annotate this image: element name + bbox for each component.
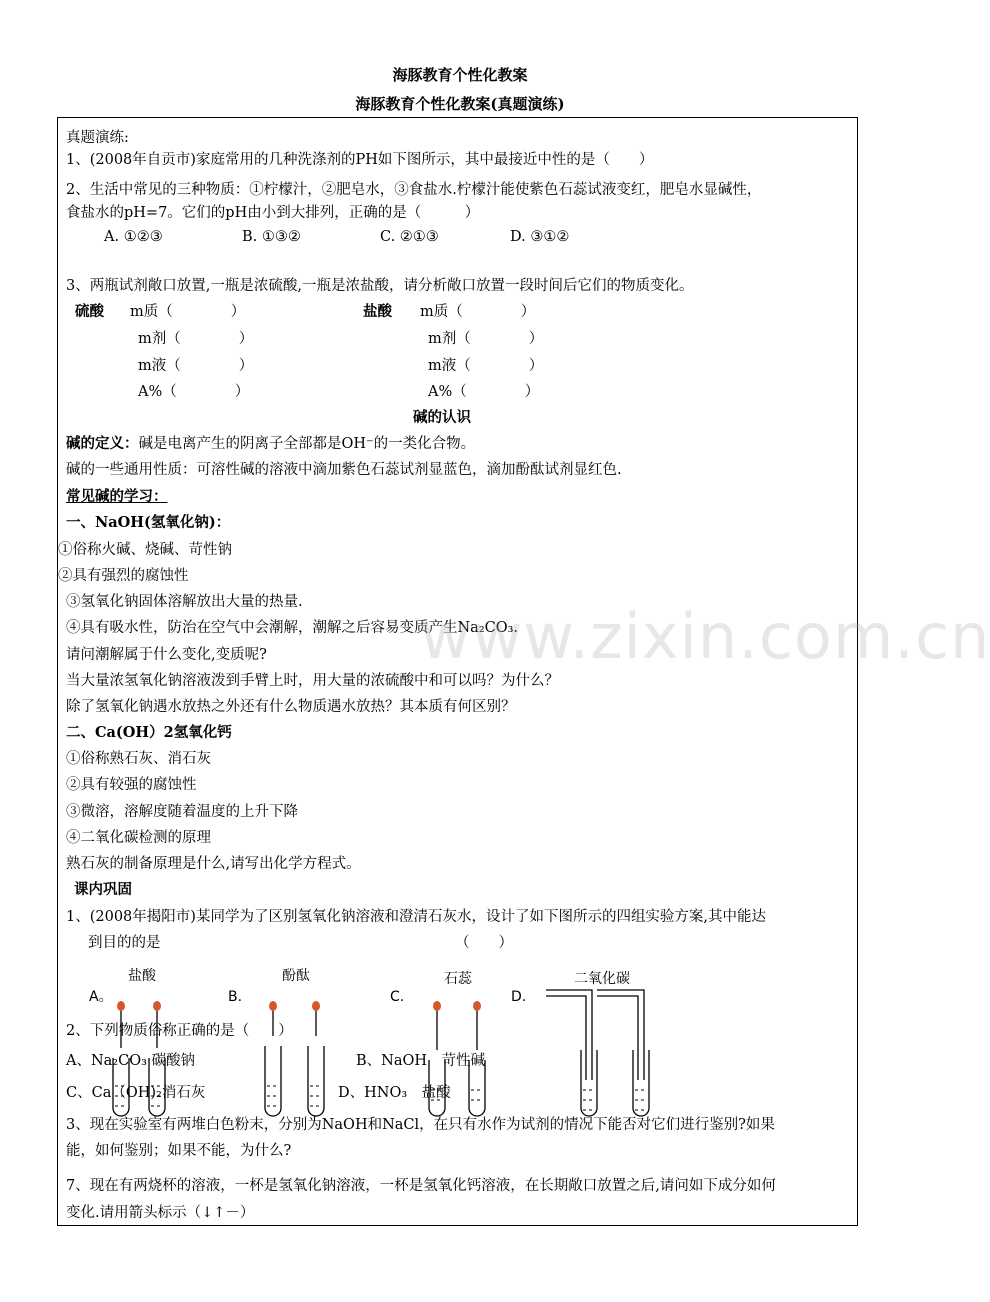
hydrochloric-prop-solute: m质（ ） bbox=[420, 304, 536, 320]
practice-q3-line-2: 能，如何鉴别；如果不能，为什么? bbox=[66, 1143, 292, 1159]
naoh-question-2: 当大量浓氢氧化钠溶液泼到手臂上时，用大量的浓硫酸中和可以吗？为什么？ bbox=[66, 673, 559, 689]
practice-q2-option-b: B、NaOH 苛性碱 bbox=[356, 1053, 486, 1069]
practice-q2-option-c: C、Ca（OH)₂消石灰 bbox=[66, 1085, 206, 1101]
watermark: www.zixin.com.cn bbox=[420, 600, 990, 673]
page-title: 海豚教育个性化教案 bbox=[392, 66, 528, 84]
section-heading-bases: 碱的认识 bbox=[413, 409, 471, 426]
option-letter-c: C. bbox=[390, 989, 405, 1005]
acid-label-hydrochloric: 盐酸 bbox=[363, 303, 392, 320]
definition-text: 碱是电离产生的阴离子全部都是OH⁻的一类化合物。 bbox=[138, 436, 476, 452]
reagent-label-b: 酚酞 bbox=[282, 968, 310, 984]
practice-q7-line-1: 7、现在有两烧杯的溶液，一杯是氢氧化钠溶液，一杯是氢氧化钙溶液，在长期敞口放置之后,请问如下成分如何 bbox=[66, 1178, 776, 1194]
naoh-item-1: ①俗称火碱、烧碱、苛性钠 bbox=[58, 542, 232, 558]
practice-q1-answer-paren: （ ） bbox=[455, 935, 513, 951]
general-properties: 碱的一些通用性质：可溶性碱的溶液中滴加紫色石蕊试剂显蓝色，滴加酚酞试剂显红色. bbox=[66, 462, 622, 478]
practice-q3-line-1: 3、现在实验室有两堆白色粉末，分别为NaOH和NaCl，在只有水作为试剂的情况下能否对它们进行鉴别?如果 bbox=[66, 1117, 775, 1133]
practice-q7-line-2: 变化.请用箭头标示（↓↑－） bbox=[66, 1205, 255, 1221]
q2-option-d: D. ③①② bbox=[510, 229, 570, 245]
option-letter-b: B. bbox=[228, 989, 243, 1005]
caoh-item-2: ②具有较强的腐蚀性 bbox=[66, 777, 197, 793]
practice-q1-line-1: 1、(2008年揭阳市)某同学为了区别氢氧化钠溶液和澄清石灰水，设计了如下图所示的四组实验方案,其中能达 bbox=[66, 909, 767, 925]
question-3: 3、两瓶试剂敞口放置,一瓶是浓硫酸,一瓶是浓盐酸，请分析敞口放置一段时间后它们的物质变化。 bbox=[66, 278, 694, 294]
page-subtitle: 海豚教育个性化教案(真题演练) bbox=[355, 95, 565, 113]
definition-label: 碱的定义： bbox=[66, 435, 139, 452]
naoh-title: 一、NaOH(氢氧化钠)： bbox=[66, 514, 231, 531]
practice-q2-option-d: D、HNO₃ 盐酸 bbox=[338, 1085, 451, 1101]
naoh-item-3: ③氢氧化钠固体溶解放出大量的热量. bbox=[66, 594, 303, 610]
caoh-question: 熟石灰的制备原理是什么,请写出化学方程式。 bbox=[66, 856, 361, 872]
caoh-item-3: ③微溶，溶解度随着温度的上升下降 bbox=[66, 804, 298, 820]
naoh-question-3: 除了氢氧化钠遇水放热之外还有什么物质遇水放热？其本质有何区别？ bbox=[66, 699, 516, 715]
naoh-item-4: ④具有吸水性，防治在空气中会潮解，潮解之后容易变质产生Na₂CO₃. bbox=[66, 620, 519, 636]
sulfuric-prop-solution: m液（ ） bbox=[138, 358, 254, 374]
q2-option-c: C. ②①③ bbox=[380, 229, 439, 245]
hydrochloric-prop-percent: A%（ ） bbox=[428, 384, 540, 400]
section-heading-real-exam: 真题演练: bbox=[66, 130, 129, 146]
sulfuric-prop-solvent: m剂（ ） bbox=[138, 331, 254, 347]
question-1: 1、(2008年自贡市)家庭常用的几种洗涤剂的PH如下图所示，其中最接近中性的是（ ） bbox=[66, 152, 654, 168]
naoh-item-2: ②具有强烈的腐蚀性 bbox=[58, 568, 189, 584]
practice-q2: 2、下列物质俗称正确的是（ ） bbox=[66, 1023, 293, 1039]
q2-option-b: B. ①③② bbox=[242, 229, 301, 245]
reagent-label-d: 二氧化碳 bbox=[574, 971, 630, 987]
reagent-label-c: 石蕊 bbox=[444, 971, 472, 987]
section-heading-in-class: 课内巩固 bbox=[74, 881, 132, 898]
common-bases-heading: 常见碱的学习： bbox=[66, 488, 168, 505]
caoh-item-1: ①俗称熟石灰、消石灰 bbox=[66, 751, 211, 767]
hydrochloric-prop-solution: m液（ ） bbox=[428, 358, 544, 374]
question-2-line-2: 食盐水的pH=7。它们的pH由小到大排列，正确的是（ ） bbox=[66, 205, 480, 221]
caoh-item-4: ④二氧化碳检测的原理 bbox=[66, 830, 211, 846]
sulfuric-prop-percent: A%（ ） bbox=[138, 384, 250, 400]
hydrochloric-prop-solvent: m剂（ ） bbox=[428, 331, 544, 347]
q2-option-a: A. ①②③ bbox=[104, 229, 163, 245]
practice-q1-line-2: 到目的的是 bbox=[88, 935, 161, 951]
practice-q2-option-a: A、Na₂CO₃ 碳酸钠 bbox=[66, 1053, 196, 1069]
option-letter-d: D. bbox=[511, 989, 527, 1005]
option-letter-a: A。 bbox=[89, 989, 113, 1005]
question-2-line-1: 2、生活中常见的三种物质：①柠檬汁，②肥皂水，③食盐水.柠檬汁能使紫色石蕊试液变红，肥皂水显碱性， bbox=[66, 182, 762, 198]
sulfuric-prop-solute: m质（ ） bbox=[130, 304, 246, 320]
caoh-title: 二、Ca(OH）2氢氧化钙 bbox=[66, 724, 232, 741]
reagent-label-a: 盐酸 bbox=[128, 968, 156, 984]
naoh-question-1: 请问潮解属于什么变化,变质呢? bbox=[66, 647, 267, 663]
acid-label-sulfuric: 硫酸 bbox=[75, 303, 104, 320]
